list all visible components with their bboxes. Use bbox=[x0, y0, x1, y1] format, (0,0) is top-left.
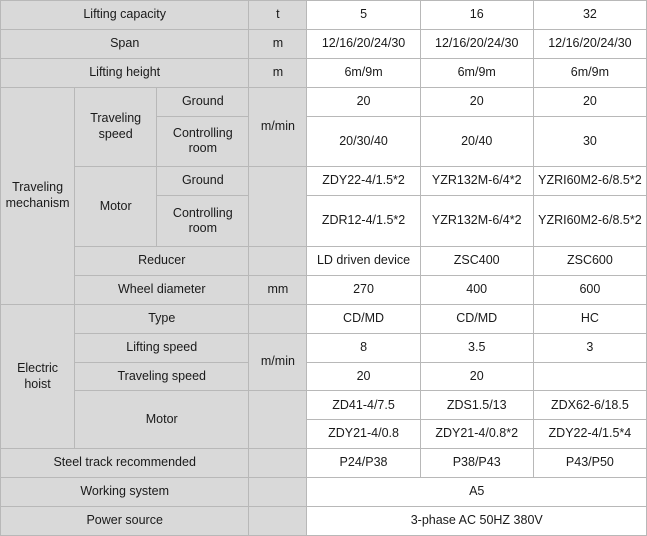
cell-reducer-2: ZSC400 bbox=[420, 247, 533, 276]
cell-hoist-lifting-speed-1: 8 bbox=[307, 333, 420, 362]
row-unit-reducer bbox=[249, 247, 307, 276]
cell-hoist-motor-a1: ZD41-4/7.5 bbox=[307, 391, 420, 420]
cell-lifting-capacity-1: 5 bbox=[307, 1, 420, 30]
row-unit-hoist-speed: m/min bbox=[249, 333, 307, 391]
cell-traveling-speed-room-2: 20/40 bbox=[420, 116, 533, 167]
row-label-hoist-motor: Motor bbox=[75, 391, 249, 449]
cell-traveling-speed-ground-2: 20 bbox=[420, 87, 533, 116]
row-unit-traveling-speed: m/min bbox=[249, 87, 307, 167]
table-row bbox=[1, 29, 647, 58]
row-label-working-system: Working system bbox=[1, 478, 249, 507]
table-row bbox=[1, 507, 647, 536]
cell-hoist-motor-b3: ZDY22-4/1.5*4 bbox=[533, 420, 646, 449]
cell-traveling-speed-ground-1: 20 bbox=[307, 87, 420, 116]
cell-power-source: 3-phase AC 50HZ 380V bbox=[307, 507, 647, 536]
sub-label-motor-controlling-room: Controlling room bbox=[157, 196, 249, 247]
row-label-hoist-type: Type bbox=[75, 304, 249, 333]
cell-motor-ground-2: YZR132M-6/4*2 bbox=[420, 167, 533, 196]
row-label-wheel-diameter: Wheel diameter bbox=[75, 275, 249, 304]
cell-hoist-motor-a3: ZDX62-6/18.5 bbox=[533, 391, 646, 420]
table-row bbox=[1, 304, 647, 333]
table-row bbox=[1, 87, 647, 116]
table-row bbox=[1, 391, 647, 420]
row-label-lifting-capacity: Lifting capacity bbox=[1, 1, 249, 30]
group-label-traveling-mechanism: Traveling mechanism bbox=[1, 87, 75, 304]
row-label-span: Span bbox=[1, 29, 249, 58]
cell-motor-ground-1: ZDY22-4/1.5*2 bbox=[307, 167, 420, 196]
cell-traveling-speed-room-1: 20/30/40 bbox=[307, 116, 420, 167]
row-label-steel-track: Steel track recommended bbox=[1, 449, 249, 478]
table-row bbox=[1, 275, 647, 304]
row-label-reducer: Reducer bbox=[75, 247, 249, 276]
cell-wheel-diameter-2: 400 bbox=[420, 275, 533, 304]
row-unit-hoist-type bbox=[249, 304, 307, 333]
row-unit-lifting-height: m bbox=[249, 58, 307, 87]
cell-lifting-height-1: 6m/9m bbox=[307, 58, 420, 87]
table-row bbox=[1, 362, 647, 391]
cell-lifting-capacity-3: 32 bbox=[533, 1, 646, 30]
sub-label-traveling-speed-ground: Ground bbox=[157, 87, 249, 116]
row-label-power-source: Power source bbox=[1, 507, 249, 536]
row-label-traveling-motor: Motor bbox=[75, 167, 157, 247]
cell-steel-track-2: P38/P43 bbox=[420, 449, 533, 478]
row-label-traveling-speed: Traveling speed bbox=[75, 87, 157, 167]
cell-wheel-diameter-1: 270 bbox=[307, 275, 420, 304]
cell-hoist-traveling-speed-2: 20 bbox=[420, 362, 533, 391]
cell-steel-track-3: P43/P50 bbox=[533, 449, 646, 478]
cell-motor-room-3: YZRI60M2-6/8.5*2 bbox=[533, 196, 646, 247]
row-label-lifting-height: Lifting height bbox=[1, 58, 249, 87]
table-row bbox=[1, 247, 647, 276]
table-row bbox=[1, 478, 647, 507]
cell-hoist-type-2: CD/MD bbox=[420, 304, 533, 333]
row-unit-hoist-motor bbox=[249, 391, 307, 449]
cell-reducer-1: LD driven device bbox=[307, 247, 420, 276]
row-unit-span: m bbox=[249, 29, 307, 58]
row-unit-lifting-capacity: t bbox=[249, 1, 307, 30]
sub-label-traveling-speed-controlling-room: Controlling room bbox=[157, 116, 249, 167]
row-unit-working-system bbox=[249, 478, 307, 507]
group-label-electric-hoist: Electric hoist bbox=[1, 304, 75, 448]
row-label-hoist-lifting-speed: Lifting speed bbox=[75, 333, 249, 362]
cell-lifting-capacity-2: 16 bbox=[420, 1, 533, 30]
row-label-hoist-traveling-speed: Traveling speed bbox=[75, 362, 249, 391]
cell-hoist-lifting-speed-2: 3.5 bbox=[420, 333, 533, 362]
cell-hoist-traveling-speed-3 bbox=[533, 362, 646, 391]
table-row bbox=[1, 333, 647, 362]
table-row bbox=[1, 167, 647, 196]
cell-span-2: 12/16/20/24/30 bbox=[420, 29, 533, 58]
cell-lifting-height-3: 6m/9m bbox=[533, 58, 646, 87]
cell-span-1: 12/16/20/24/30 bbox=[307, 29, 420, 58]
cell-working-system: A5 bbox=[307, 478, 647, 507]
cell-hoist-traveling-speed-1: 20 bbox=[307, 362, 420, 391]
cell-reducer-3: ZSC600 bbox=[533, 247, 646, 276]
cell-traveling-speed-room-3: 30 bbox=[533, 116, 646, 167]
sub-label-motor-ground: Ground bbox=[157, 167, 249, 196]
cell-steel-track-1: P24/P38 bbox=[307, 449, 420, 478]
table-row bbox=[1, 58, 647, 87]
cell-hoist-type-1: CD/MD bbox=[307, 304, 420, 333]
cell-hoist-motor-b2: ZDY21-4/0.8*2 bbox=[420, 420, 533, 449]
cell-hoist-type-3: HC bbox=[533, 304, 646, 333]
row-unit-power-source bbox=[249, 507, 307, 536]
cell-traveling-speed-ground-3: 20 bbox=[533, 87, 646, 116]
cell-motor-room-2: YZR132M-6/4*2 bbox=[420, 196, 533, 247]
cell-motor-ground-3: YZRI60M2-6/8.5*2 bbox=[533, 167, 646, 196]
row-unit-traveling-motor bbox=[249, 167, 307, 247]
row-unit-wheel-diameter: mm bbox=[249, 275, 307, 304]
cell-lifting-height-2: 6m/9m bbox=[420, 58, 533, 87]
cell-hoist-motor-a2: ZDS1.5/13 bbox=[420, 391, 533, 420]
row-unit-steel-track bbox=[249, 449, 307, 478]
cell-span-3: 12/16/20/24/30 bbox=[533, 29, 646, 58]
cell-hoist-lifting-speed-3: 3 bbox=[533, 333, 646, 362]
cell-wheel-diameter-3: 600 bbox=[533, 275, 646, 304]
table-row bbox=[1, 1, 647, 30]
cell-motor-room-1: ZDR12-4/1.5*2 bbox=[307, 196, 420, 247]
table-row bbox=[1, 449, 647, 478]
cell-hoist-motor-b1: ZDY21-4/0.8 bbox=[307, 420, 420, 449]
